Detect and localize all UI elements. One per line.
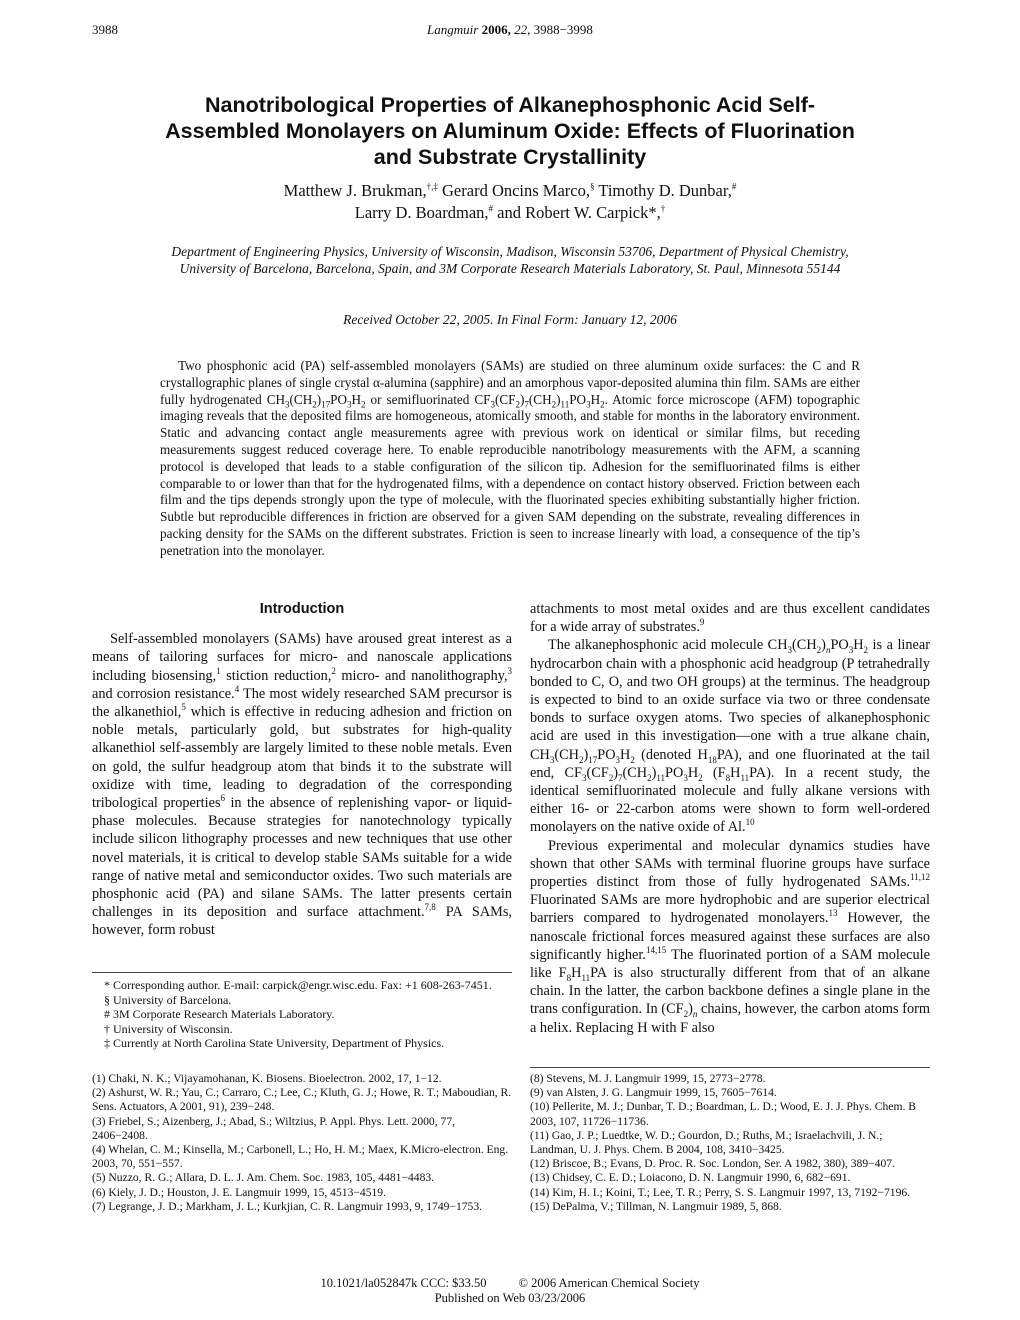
running-header	[0, 22, 1020, 38]
author-list	[150, 180, 870, 224]
page-footer	[0, 1276, 1020, 1306]
author-mark: †	[660, 203, 666, 214]
author-brukman: Matthew J. Brukman,	[283, 181, 427, 200]
left-column	[92, 600, 512, 940]
intro-paragraph-1-cont: attachments to most metal oxides and are thus excellent candidates for a wide array of substrates.$^9$	[530, 601, 930, 636]
author-boardman: Larry D. Boardman,	[354, 203, 489, 222]
author-carpick: Robert W. Carpick*,	[525, 203, 661, 222]
reference-item: (13) Chidsey, C. E. D.; Loiacono, D. N. Langmuir 1990, 6, 682−691.	[530, 1171, 851, 1185]
article-title: Nanotribological Properties of Alkanephosphonic Acid Self-Assembled Monolayers on Aluminum Oxide: Effects of Fluorination and Substrate Crystallinity	[165, 93, 855, 169]
author-oncins: Gerard Oncins Marco,	[442, 181, 590, 200]
reference-item: (1) Chaki, N. K.; Vijayamohanan, K. Biosens. Bioelectron. 2002, 17, 1−12.	[92, 1072, 442, 1085]
right-column	[530, 600, 930, 1037]
footnote-ncsu: ‡ Currently at North Carolina State University, Department of Physics.	[104, 1036, 445, 1051]
affiliations: Department of Engineering Physics, University of Wisconsin, Madison, Wisconsin 53706, Department of Physical Chemistry, University of Barcelona, Barcelona, Spain, and 3M Corporate Research Materials Laboratory, St. Paul, Minnesota 55144	[171, 244, 849, 276]
received-dates: Received October 22, 2005. In Final Form: January 12, 2006	[343, 312, 677, 327]
reference-item: (15) DePalma, V.; Tillman, N. Langmuir 1989, 5, 868.	[530, 1199, 782, 1213]
footnote-rule	[92, 972, 512, 973]
abstract: Two phosphonic acid (PA) self-assembled monolayers (SAMs) are studied on three aluminum oxide surfaces: the C and R crystallographic planes of single crystal α-alumina (sapphire) and an amorphous vapor-deposited alumina thin film. SAMs are either fully hydrogenated $CH_3(CH_2)_{17}PO_3H_2$ or semifluorinated $CF_3(CF_2)_7(CH_2)_{11}PO_3H_2$. Atomic force microscope (AFM) topographic imaging reveals that the deposited films are homogeneous, atomically smooth, and stable for months in the laboratory environment. Static and advancing contact angle measurements agree with previous work on identical or similar films, but receding measurements suggest reduced coverage here. To enable reproducible nanotribology measurements with the AFM, a scanning protocol is developed that leads to a stable configuration of the silicon tip. Adhesion for the semifluorinated films is either comparable to or lower than that for the hydrogenated films, with a dependence on contact history observed. Friction between each film and the tips depends strongly upon the type of molecule, with the fluorinated species exhibiting substantially higher friction. Subtle but reproducible differences in friction are observed for a given SAM depending on the substrate, revealing differences in packing density for the SAMs on the different substrates. Friction is seen to increase linearly with load, a consequence of the tip’s penetration into the monolayer.	[160, 358, 860, 558]
reference-item: (12) Briscoe, B.; Evans, D. Proc. R. Soc. London, Ser. A 1982, 380), 389−407.	[530, 1157, 895, 1171]
intro-paragraph-1: Self-assembled monolayers (SAMs) have aroused great interest as a means of tailoring surfaces for micro- and nanoscale applications including biosensing,$^1$ stiction reduction,$^2$ micro- and nanolithography,$^3$ and corrosion resistance.$^4$ The most widely researched SAM precursor is the alkanethiol,$^5$ which is effective in reducing adhesion and friction on noble metals, particularly gold, but substrates for high-quality alkanethiol self-assembly are largely limited to these noble metals. Even on gold, the sulfur headgroup atom that binds it to the substrate will oxidize with time, leading to degradation of the corresponding tribological properties$^6$ in the absence of replenishing vapor- or liquid-phase molecules. Because strategies for nanotechnology typically include silicon lithography processes and new techniques that use other novel materials, it is critical to develop stable SAMs suitable for a wide range of native metal and semiconductor oxides. Two such materials are phosphonic acid (PA) and silane SAMs. The latter presents certain challenges in its deposition and surface attachment.$^{7,8}$ PA SAMs, however, form robust	[92, 631, 513, 939]
journal-year: 2006,	[481, 22, 511, 37]
reference-item: (11) Gao, J. P.; Luedtke, W. D.; Gourdon, D.; Ruths, M.; Israelachvili, J. N.; Landman, U. J. Phys. Chem. B 2004, 108, 3410−3425.	[530, 1128, 883, 1157]
author-mark: #	[731, 181, 737, 192]
reference-item: (10) Pellerite, M. J.; Dunbar, T. D.; Boardman, L. D.; Wood, E. J. J. Phys. Chem. B 2003, 107, 11726−11736.	[530, 1100, 917, 1128]
reference-item: (2) Ashurst, W. R.; Yau, C.; Carraro, C.; Lee, C.; Kluth, G. J.; Howe, R. T.; Maboudian, R. Sens. Actuators, A 2001, 91), 239−248.	[92, 1086, 512, 1114]
footnote-corresponding: * Corresponding author. E-mail: carpick@engr.wisc.edu. Fax: +1 608-263-7451.	[104, 978, 492, 992]
published-date: Published on Web 03/23/2006	[434, 1291, 586, 1305]
reference-item: (3) Friebel, S.; Aizenberg, J.; Abad, S.; Wiltzius, P. Appl. Phys. Lett. 2000, 77, 2406−2408.	[92, 1114, 456, 1142]
references-right	[530, 1072, 930, 1214]
journal-name: Langmuir	[427, 22, 479, 37]
references-rule	[530, 1067, 930, 1068]
journal-volume: 22,	[514, 22, 531, 37]
author-mark: §	[590, 181, 595, 192]
doi-ccc: 10.1021/la052847k CCC: $33.50	[320, 1276, 487, 1290]
author-mark: †,‡	[426, 181, 438, 192]
author-mark: #	[488, 203, 494, 214]
copyright: © 2006 American Chemical Society	[518, 1276, 700, 1290]
intro-paragraph-2: The alkanephosphonic acid molecule $CH_3(CH_2)_nPO_3H_2$ is a linear hydrocarbon chain with a phosphonic acid headgroup (P tetrahedrally bonded to C, O, and two OH groups) at the terminus. The headgroup is expected to bind to an oxide surface via two or three condensate bonds to surface oxygen atoms. Two species of alkanephosphonic acid are used in this investigation—one with a true alkane chain, $CH_3(CH_2)_{17}PO_3H_2$ (denoted $H_{18}PA$), and one fluorinated at the tail end, $CF_3(CF_2)_7(CH_2)_{11}PO_3H_2$ $(F_8H_{11}PA)$. In a recent study, the identical semifluorinated molecule and fully alkane versions with either 16- or 22-carbon atoms were shown to form well-ordered monolayers on the native oxide of Al.$^{10}$	[530, 637, 931, 836]
footnote-3m: # 3M Corporate Research Materials Laboratory.	[104, 1007, 335, 1022]
reference-item: (4) Whelan, C. M.; Kinsella, M.; Carbonell, L.; Ho, H. M.; Maex, K.Micro-electron. Eng. 2003, 70, 551−557.	[92, 1143, 509, 1171]
journal-pages: 3988−3998	[533, 22, 593, 37]
section-heading-introduction: Introduction	[259, 601, 345, 617]
reference-item: (8) Stevens, M. J. Langmuir 1999, 15, 2773−2778.	[530, 1072, 766, 1085]
page-number: 3988	[92, 22, 118, 37]
author-and: and	[497, 203, 521, 222]
references-left	[92, 1072, 512, 1214]
reference-item: (14) Kim, H. I.; Koini, T.; Lee, T. R.; Perry, S. S. Langmuir 1997, 13, 7192−7196.	[530, 1185, 911, 1199]
author-dunbar: Timothy D. Dunbar,	[598, 181, 732, 200]
footnote-wisconsin: † University of Wisconsin.	[104, 1021, 233, 1036]
footnotes	[92, 978, 512, 1051]
footnote-barcelona: § University of Barcelona.	[104, 992, 232, 1007]
reference-item: (9) van Alsten, J. G. Langmuir 1999, 15, 7605−7614.	[530, 1086, 777, 1100]
reference-item: (6) Kiely, J. D.; Houston, J. E. Langmuir 1999, 15, 4513−4519.	[92, 1185, 386, 1199]
intro-paragraph-3: Previous experimental and molecular dynamics studies have shown that other SAMs with terminal fluorine groups have surface properties distinct from those of fully hydrogenated SAMs.$^{11,12}$ Fluorinated SAMs are more hydrophobic and are superior electrical barriers compared to hydrogenated monolayers.$^{13}$ However, the nanoscale frictional forces measured against these surfaces are also significantly higher.$^{14,15}$ The fluorinated portion of a SAM molecule like $F_8H_{11}PA$ is also structurally different from that of an alkane chain. In the latter, the carbon backbone defines a single plane in the trans configuration. In $(CF_2)_n$ chains, however, the carbon atoms form a helix. Replacing H with F also	[530, 837, 930, 1036]
reference-item: (7) Legrange, J. D.; Markham, J. L.; Kurkjian, C. R. Langmuir 1993, 9, 1749−1753.	[92, 1199, 483, 1213]
reference-item: (5) Nuzzo, R. G.; Allara, D. L. J. Am. Chem. Soc. 1983, 105, 4481−4483.	[92, 1171, 435, 1185]
